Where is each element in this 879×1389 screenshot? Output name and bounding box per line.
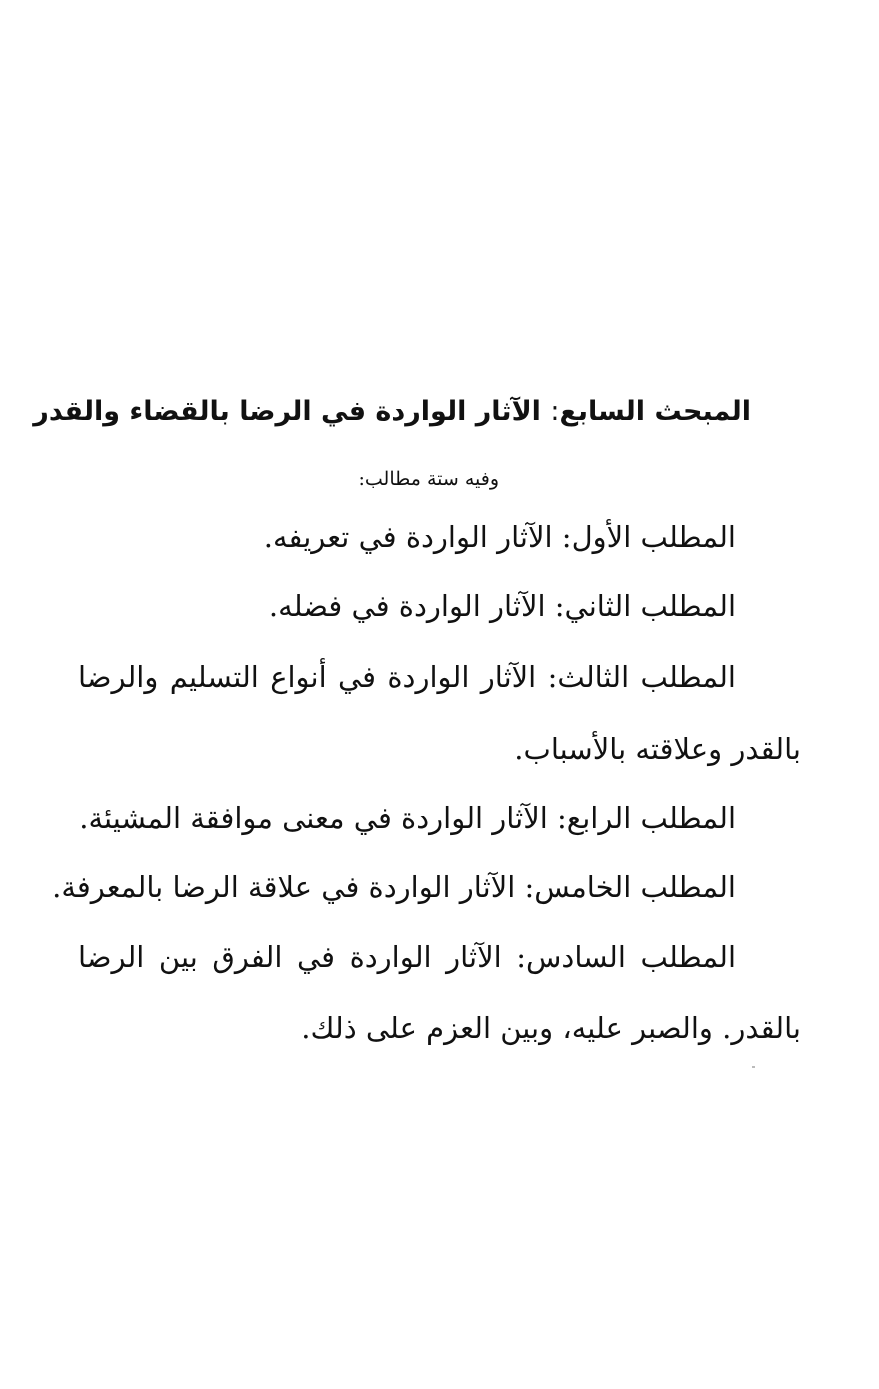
item-3-line-2: بالقدر وعلاقته بالأسباب. <box>514 732 801 766</box>
item-3-line-1: المطلب الثالث: الآثار الواردة في أنواع التسليم والرضا <box>78 660 736 694</box>
heading-separator: : <box>550 396 560 427</box>
item-6-line-2: بالقدر. والصبر عليه، وبين العزم على ذلك. <box>301 1011 801 1045</box>
section-label: المبحث السابع <box>559 396 751 427</box>
section-title: الآثار الواردة في الرضا بالقضاء والقدر <box>33 396 541 427</box>
item-4-line-1: المطلب الرابع: الآثار الواردة في معنى موافقة المشيئة. <box>79 801 736 835</box>
item-1-line-1: المطلب الأول: الآثار الواردة في تعريفه. <box>263 520 736 554</box>
item-2-line-1: المطلب الثاني: الآثار الواردة في فضله. <box>268 589 736 623</box>
item-5-line-1: المطلب الخامس: الآثار الواردة في علاقة الرضا بالمعرفة. <box>52 870 736 904</box>
scan-speck <box>752 1066 755 1068</box>
item-6-line-1: المطلب السادس: الآثار الواردة في الفرق بين الرضا <box>78 940 736 974</box>
section-intro: وفيه ستة مطالب: <box>358 468 499 490</box>
section-heading <box>33 388 751 436</box>
